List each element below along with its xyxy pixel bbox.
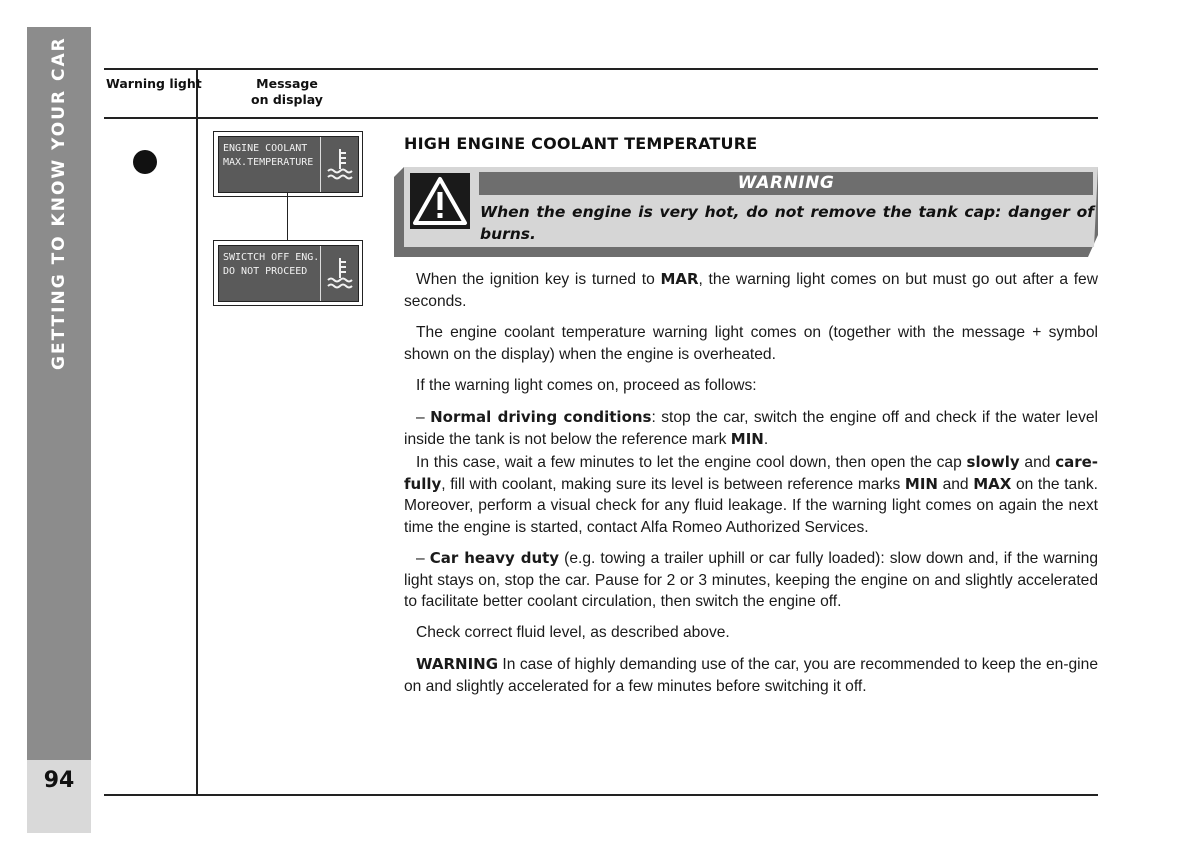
paragraph-ignition: When the ignition key is turned to MAR, the warning light comes on but must go out after a few seconds. [404, 270, 1098, 310]
page-number: 94 [43, 768, 75, 793]
display-panel-2 [213, 240, 363, 306]
display-message: SWICTCH OFF ENG. DO NOT PROCEED [223, 252, 320, 277]
warning-text: When the engine is very hot, do not remove the tank cap: danger of burns. [480, 203, 1094, 243]
table-column-divider [196, 68, 198, 795]
header-warning-light: Warning light [106, 76, 202, 91]
warning-light-indicator [133, 150, 157, 174]
chapter-label: GETTING TO KNOW YOUR CAR [49, 36, 69, 370]
paragraph-heavy-duty: – Car heavy duty (e.g. towing a trailer uphill or car fully loaded): slow down and, if the warning light stays on, stop the car. Pause for 2 or 3 minutes, keeping the engine on and slightly accelerated to facilitate better coolant circulation, then switch the engine off. [404, 549, 1098, 610]
table-bottom-rule [104, 794, 1098, 796]
warning-title: WARNING [737, 173, 835, 193]
paragraph-warning-note: WARNING In case of highly demanding use of the car, you are recommended to keep the en-gine on and slightly accelerated for a few minutes before switching it off. [404, 655, 1098, 695]
display-message: ENGINE COOLANT MAX.TEMPERATURE [223, 143, 314, 168]
paragraph-overheated: The engine coolant temperature warning light comes on (together with the message + symbol shown on the display) when the engine is overheated. [404, 324, 1098, 363]
paragraph-proceed: If the warning light comes on, proceed as follows: [416, 377, 757, 394]
table-header-rule [104, 117, 1098, 119]
paragraph-normal-driving: – Normal driving conditions: stop the car, switch the engine off and check if the water level inside the tank is not below the reference mark MIN. [404, 408, 1098, 448]
header-message-on-display: Message on display [251, 76, 323, 107]
section-title: HIGH ENGINE COOLANT TEMPERATURE [404, 134, 758, 153]
coolant-temperature-icon [325, 145, 355, 183]
display-connector [287, 192, 288, 242]
table-top-rule [104, 68, 1098, 70]
paragraph-check-level: Check correct fluid level, as described above. [416, 624, 730, 641]
coolant-temperature-icon [325, 254, 355, 292]
display-panel-1 [213, 131, 363, 197]
warning-triangle-icon [410, 173, 470, 229]
paragraph-cool-down: In this case, wait a few minutes to let the engine cool down, then open the cap slowly and care-fully, fill with coolant, making sure its level is between reference marks MIN and MAX on the tank. Moreover, perform a visual check for any fluid leakage. If the warning light comes on again the next time the engine is started, contact Alfa Romeo Authorized Services. [404, 453, 1099, 536]
